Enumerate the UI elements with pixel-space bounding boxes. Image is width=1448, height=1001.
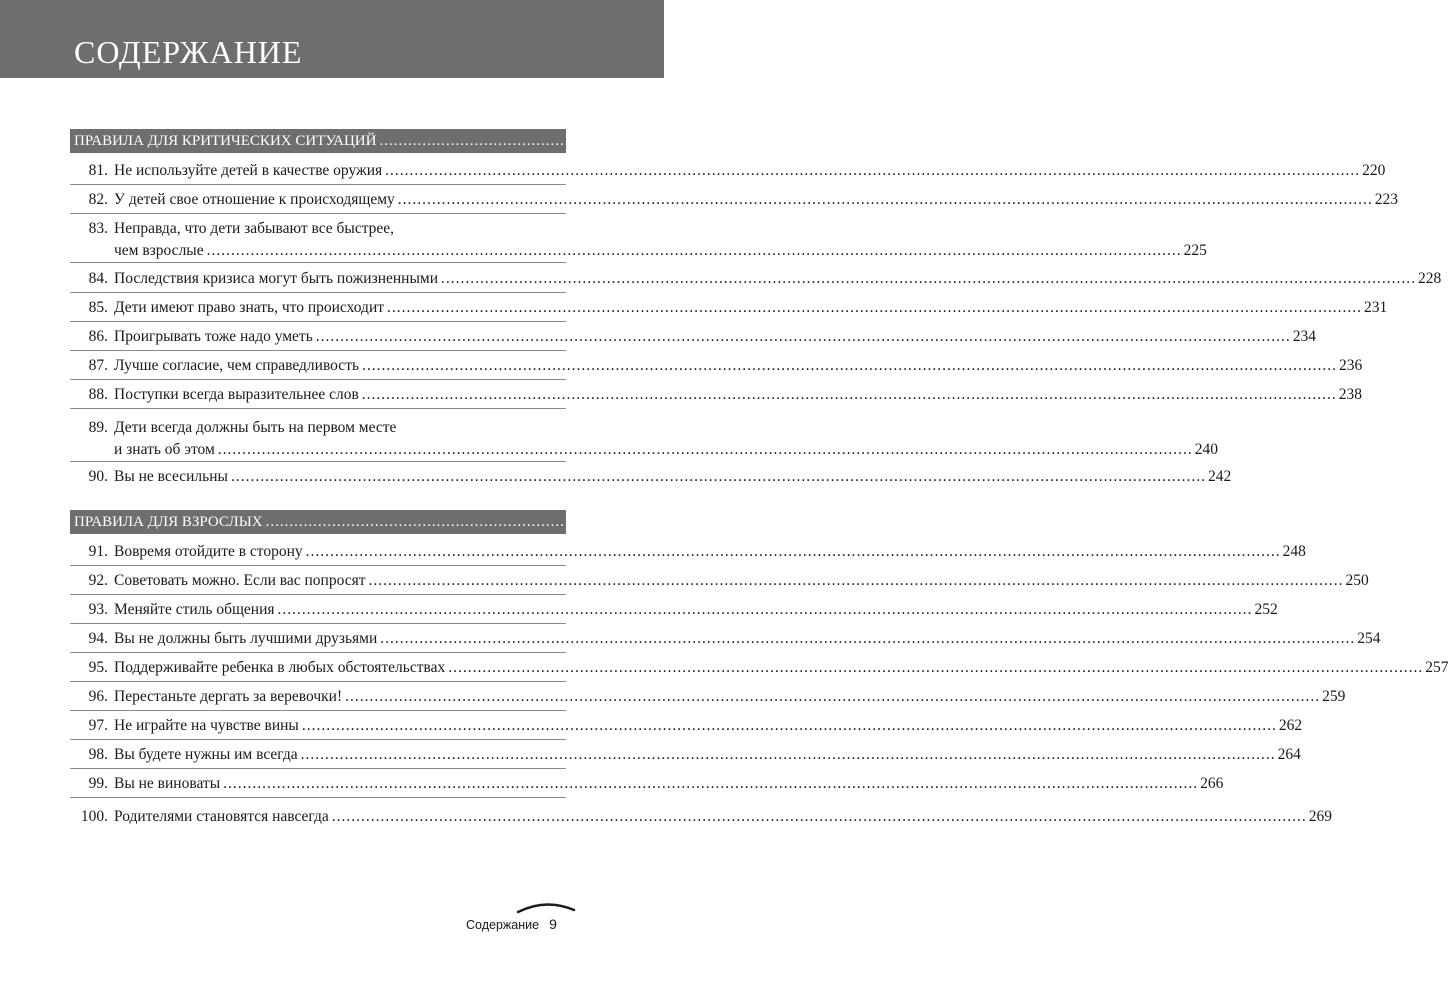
entry-title: Вы не всесильны (114, 468, 228, 485)
entry-line (114, 218, 566, 240)
row-divider (70, 797, 566, 798)
entry-line (114, 326, 1317, 348)
row-divider (70, 768, 566, 769)
entry-page: 225 (1183, 242, 1207, 259)
entry-line (114, 439, 1219, 461)
row-divider (70, 652, 566, 653)
leader-dots: ........................................................................................................................................................................................................ (368, 572, 1344, 589)
entry-line (114, 240, 1207, 262)
row-divider (70, 623, 566, 624)
entry-title: Проигрывать тоже надо уметь (114, 328, 313, 345)
entry-title: Вы не виноваты (114, 775, 221, 792)
row-divider (70, 321, 566, 322)
entry-body (114, 657, 1448, 679)
row-divider (70, 350, 566, 351)
leader-dots: ........................................................................................................................................................................................................ (277, 601, 1253, 618)
entry-page: 252 (1254, 601, 1278, 618)
entry-number: 94. (88, 630, 108, 647)
swoosh-ornament (516, 896, 576, 916)
entry-line (114, 657, 1448, 679)
entry-number: 84. (88, 270, 108, 287)
entry-page: 228 (1418, 270, 1442, 287)
section-page: 245 (1218, 514, 1242, 530)
page-title: СОДЕРЖАНИЕ (74, 34, 303, 70)
section-heading-critical (70, 129, 1355, 153)
leader-dots: ........................................................................................................................................................................................................ (345, 688, 1321, 705)
leader-dots: ........................................................................................................................................................................................................ (230, 468, 1206, 485)
entry-body (114, 744, 1301, 766)
leader-dots: ........................................................................................................................................................................................................ (387, 299, 1363, 316)
entry-line (114, 189, 1399, 211)
row-divider (70, 565, 566, 566)
entry-body (114, 297, 1388, 319)
entry-number: 86. (88, 328, 108, 345)
entry-page: 242 (1207, 468, 1232, 485)
entry-title: Последствия кризиса могут быть пожизненными (114, 270, 438, 287)
entry-page: 269 (1308, 808, 1333, 825)
entry-title: Вы будете нужны им всегда (114, 746, 298, 763)
leader-dots: ........................................................................................................................................................................................................ (362, 357, 1338, 374)
entry-number: 97. (88, 717, 108, 734)
row-divider (70, 461, 566, 462)
entry-number: 89. (88, 419, 108, 436)
entry-number: 81. (88, 162, 108, 179)
section-page: 217 (1332, 133, 1355, 149)
entry-title: Лучше согласие, чем справедливость (114, 357, 360, 374)
row-divider (70, 739, 566, 740)
entry-body (114, 417, 1219, 461)
section-title: ПРАВИЛА ДЛЯ ВЗРОСЛЫХ (74, 514, 263, 530)
leader-dots: ........................................................................................................................................................................................................ (265, 514, 1216, 530)
leader-dots: ........................................................................................................................................................................................................ (385, 162, 1361, 179)
header-band (0, 0, 664, 78)
entry-line (114, 417, 566, 439)
leader-dots: ........................................................................................................................................................................................................ (315, 328, 1291, 345)
leader-dots: ........................................................................................................................................................................................................ (380, 630, 1356, 647)
entry-line (114, 628, 1381, 650)
leader-dots: ........................................................................................................................................................................................................ (300, 746, 1276, 763)
entry-page: 264 (1277, 746, 1301, 763)
page-number: 9 (549, 916, 557, 932)
entry-line (114, 570, 1369, 592)
leader-dots: ........................................................................................................................................................................................................ (223, 775, 1199, 792)
entry-page: 259 (1322, 688, 1346, 705)
entry-page: 236 (1339, 357, 1363, 374)
entry-title: Дети всегда должны быть на первом месте (114, 419, 397, 436)
entry-number: 99. (88, 775, 108, 792)
section-heading-adults (70, 510, 1242, 534)
leader-dots: ........................................................................................................................................................................................................ (217, 441, 1193, 458)
row-divider (70, 379, 566, 380)
entry-title: Неправда, что дети забывают все быстрее, (114, 220, 395, 237)
entry-number: 100. (80, 808, 108, 825)
entry-number: 88. (88, 386, 108, 403)
entry-title: Перестаньте дергать за веревочки! (114, 688, 343, 705)
entry-title: Не используйте детей в качестве оружия (114, 162, 383, 179)
entry-title: Поддерживайте ребенка в любых обстоятельствах (114, 659, 446, 676)
entry-page: 250 (1345, 572, 1369, 589)
entry-title: и знать об этом (114, 441, 215, 458)
entry-page: 262 (1278, 717, 1303, 734)
entry-title: Советовать можно. Если вас попросят (114, 572, 366, 589)
footer-label: Содержание (466, 918, 540, 932)
entry-body (114, 686, 1346, 708)
leader-dots: ........................................................................................................................................................................................................ (397, 191, 1373, 208)
entry-title: Поступки всегда выразительнее слов (114, 386, 359, 403)
entry-line (114, 384, 1363, 406)
leader-dots: ........................................................................................................................................................................................................ (379, 133, 1330, 149)
entry-number: 95. (88, 659, 108, 676)
row-divider (70, 710, 566, 711)
entry-page: 220 (1362, 162, 1386, 179)
page-footer (466, 916, 557, 932)
entry-body (114, 628, 1381, 650)
row-divider (70, 213, 566, 214)
entry-page: 254 (1357, 630, 1381, 647)
entry-number: 87. (88, 357, 108, 374)
entry-number: 90. (88, 468, 108, 485)
entry-page: 231 (1364, 299, 1388, 316)
entry-body (114, 599, 1278, 621)
entry-line (114, 806, 1333, 828)
entry-body (114, 326, 1317, 348)
entry-number: 82. (88, 191, 108, 208)
entry-line (114, 355, 1363, 377)
entry-body (114, 773, 1224, 795)
row-divider (70, 408, 566, 409)
entry-number: 96. (88, 688, 108, 705)
entry-page: 248 (1282, 543, 1306, 560)
entry-body (114, 806, 1333, 828)
leader-dots: ........................................................................................................................................................................................................ (361, 386, 1337, 403)
leader-dots: ........................................................................................................................................................................................................ (331, 808, 1307, 825)
entry-body (114, 570, 1369, 592)
entry-page: 240 (1194, 441, 1219, 458)
entry-number: 98. (88, 746, 108, 763)
entry-body (114, 268, 1442, 290)
entry-title: Вовремя отойдите в сторону (114, 543, 303, 560)
entry-body (114, 189, 1399, 211)
entry-body (114, 384, 1363, 406)
entry-page: 257 (1425, 659, 1448, 676)
entry-line (114, 599, 1278, 621)
entry-title: У детей свое отношение к происходящему (114, 191, 395, 208)
entry-title: чем взрослые (114, 242, 204, 259)
entry-title: Родителями становятся навсегда (114, 808, 329, 825)
row-divider (70, 292, 566, 293)
entry-line (114, 686, 1346, 708)
entry-page: 223 (1374, 191, 1399, 208)
entry-number: 91. (88, 543, 108, 560)
entry-body (114, 715, 1303, 737)
entry-title: Не играйте на чувстве вины (114, 717, 299, 734)
entry-line (114, 466, 1232, 488)
leader-dots: ........................................................................................................................................................................................................ (206, 242, 1182, 259)
entry-page: 266 (1200, 775, 1224, 792)
entry-body (114, 218, 1207, 262)
entry-line (114, 773, 1224, 795)
entry-line (114, 268, 1442, 290)
entry-body (114, 355, 1363, 377)
entry-body (114, 541, 1306, 563)
entry-page: 234 (1292, 328, 1317, 345)
leader-dots: ........................................................................................................................................................................................................ (448, 659, 1424, 676)
entry-title: Вы не должны быть лучшими друзьями (114, 630, 378, 647)
entry-page: 238 (1338, 386, 1363, 403)
entry-line (114, 541, 1306, 563)
entry-title: Меняйте стиль общения (114, 601, 275, 618)
entry-number: 93. (88, 601, 108, 618)
leader-dots: ........................................................................................................................................................................................................ (305, 543, 1281, 560)
row-divider (70, 681, 566, 682)
entry-line (114, 160, 1386, 182)
entry-number: 85. (88, 299, 108, 316)
entry-title: Дети имеют право знать, что происходит (114, 299, 385, 316)
entry-body (114, 466, 1232, 488)
entry-line (114, 297, 1388, 319)
entry-number: 92. (88, 572, 108, 589)
section-title: ПРАВИЛА ДЛЯ КРИТИЧЕСКИХ СИТУАЦИЙ (74, 133, 377, 149)
row-divider (70, 262, 566, 263)
entry-line (114, 744, 1301, 766)
row-divider (70, 594, 566, 595)
entry-number: 83. (88, 220, 108, 237)
entry-line (114, 715, 1303, 737)
entry-body (114, 160, 1386, 182)
leader-dots: ........................................................................................................................................................................................................ (301, 717, 1277, 734)
leader-dots: ........................................................................................................................................................................................................ (441, 270, 1416, 287)
row-divider (70, 184, 566, 185)
